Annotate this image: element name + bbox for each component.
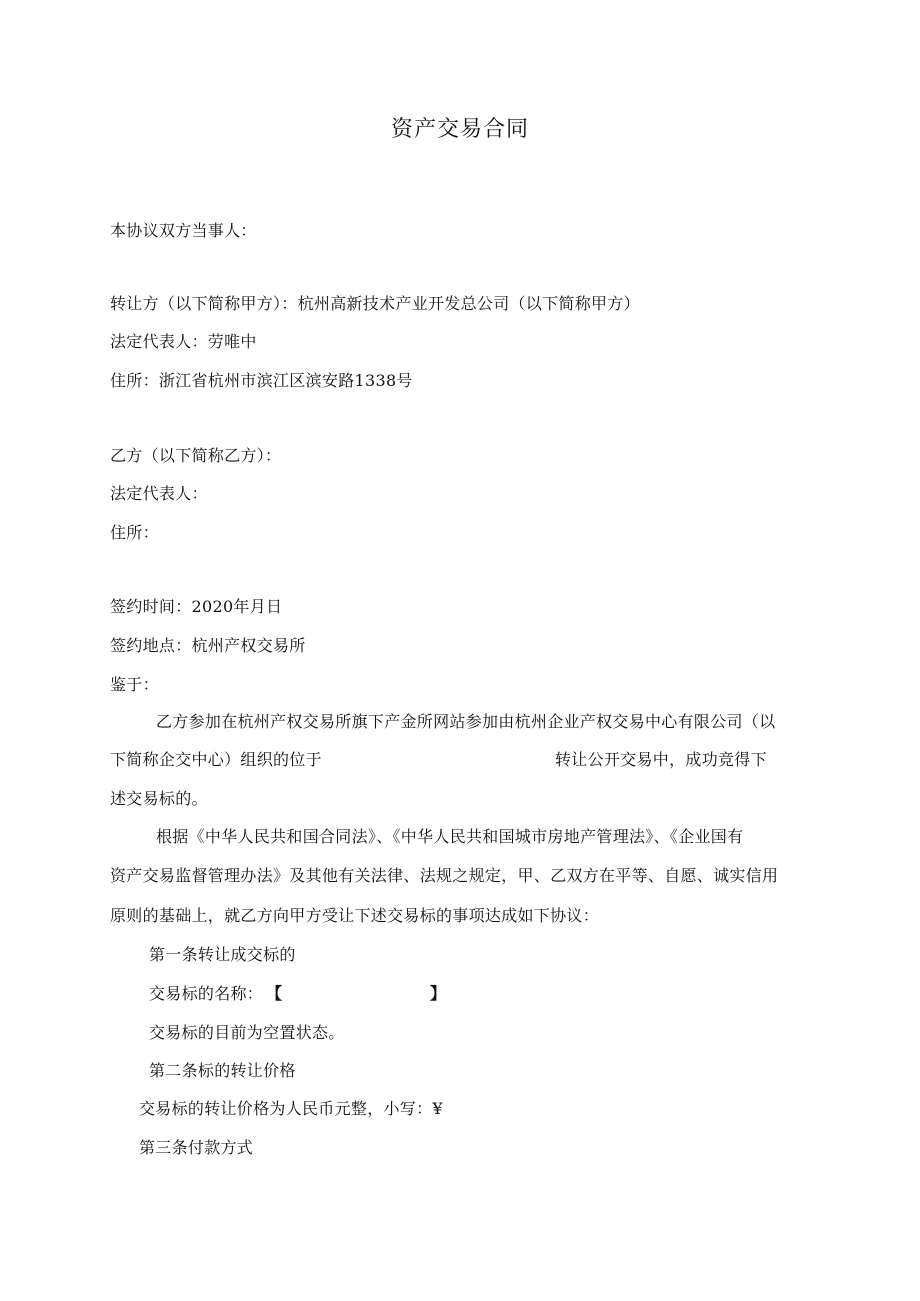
sign-place: 签约地点：杭州产权交易所 bbox=[110, 636, 306, 655]
party-b-representative: 法定代表人： bbox=[110, 484, 208, 503]
article1-bracket-open: 【 bbox=[266, 984, 283, 1003]
para1-line2b: 转让公开交易中，成功竞得下 bbox=[555, 750, 767, 769]
para1-line2a: 下简称企交中心）组织的位于 bbox=[110, 750, 322, 769]
party-a-address: 住所：浙江省杭州市滨江区滨安路1338号 bbox=[110, 371, 413, 390]
article2-heading: 第二条标的转让价格 bbox=[149, 1061, 296, 1080]
article1-heading: 第一条转让成交标的 bbox=[149, 945, 296, 964]
whereas-label: 鉴于： bbox=[110, 675, 159, 694]
party-b-address: 住所： bbox=[110, 523, 159, 542]
party-a-representative: 法定代表人：劳唯中 bbox=[110, 332, 257, 351]
party-b-heading: 乙方（以下简称乙方）： bbox=[110, 446, 282, 465]
article2-price: 交易标的转让价格为人民币元整，小写：¥ bbox=[139, 1099, 443, 1118]
article1-status: 交易标的目前为空置状态。 bbox=[149, 1023, 345, 1042]
para1-line3: 述交易标的。 bbox=[110, 789, 208, 808]
sign-time: 签约时间：2020年月日 bbox=[110, 597, 283, 616]
para1-line1: 乙方参加在杭州产权交易所旗下产金所网站参加由杭州企业产权交易中心有限公司（以 bbox=[156, 712, 776, 731]
document-title: 资产交易合同 bbox=[390, 117, 529, 142]
article1-bracket-close: 】 bbox=[430, 984, 447, 1003]
parties-intro: 本协议双方当事人： bbox=[110, 221, 257, 240]
party-a-heading: 转让方（以下简称甲方）：杭州高新技术产业开发总公司（以下简称甲方） bbox=[110, 294, 640, 313]
para2-line3: 原则的基础上，就乙方向甲方受让下述交易标的事项达成如下协议： bbox=[110, 906, 600, 925]
para2-line1: 根据《中华人民共和国合同法》、《中华人民共和国城市房地产管理法》、《企业国有 bbox=[156, 827, 744, 846]
article1-name-label: 交易标的名称： bbox=[149, 984, 264, 1003]
article3-heading: 第三条付款方式 bbox=[139, 1138, 254, 1157]
para2-line2: 资产交易监督管理办法》及其他有关法律、法规之规定，甲、乙双方在平等、自愿、诚实信用 bbox=[110, 866, 779, 885]
